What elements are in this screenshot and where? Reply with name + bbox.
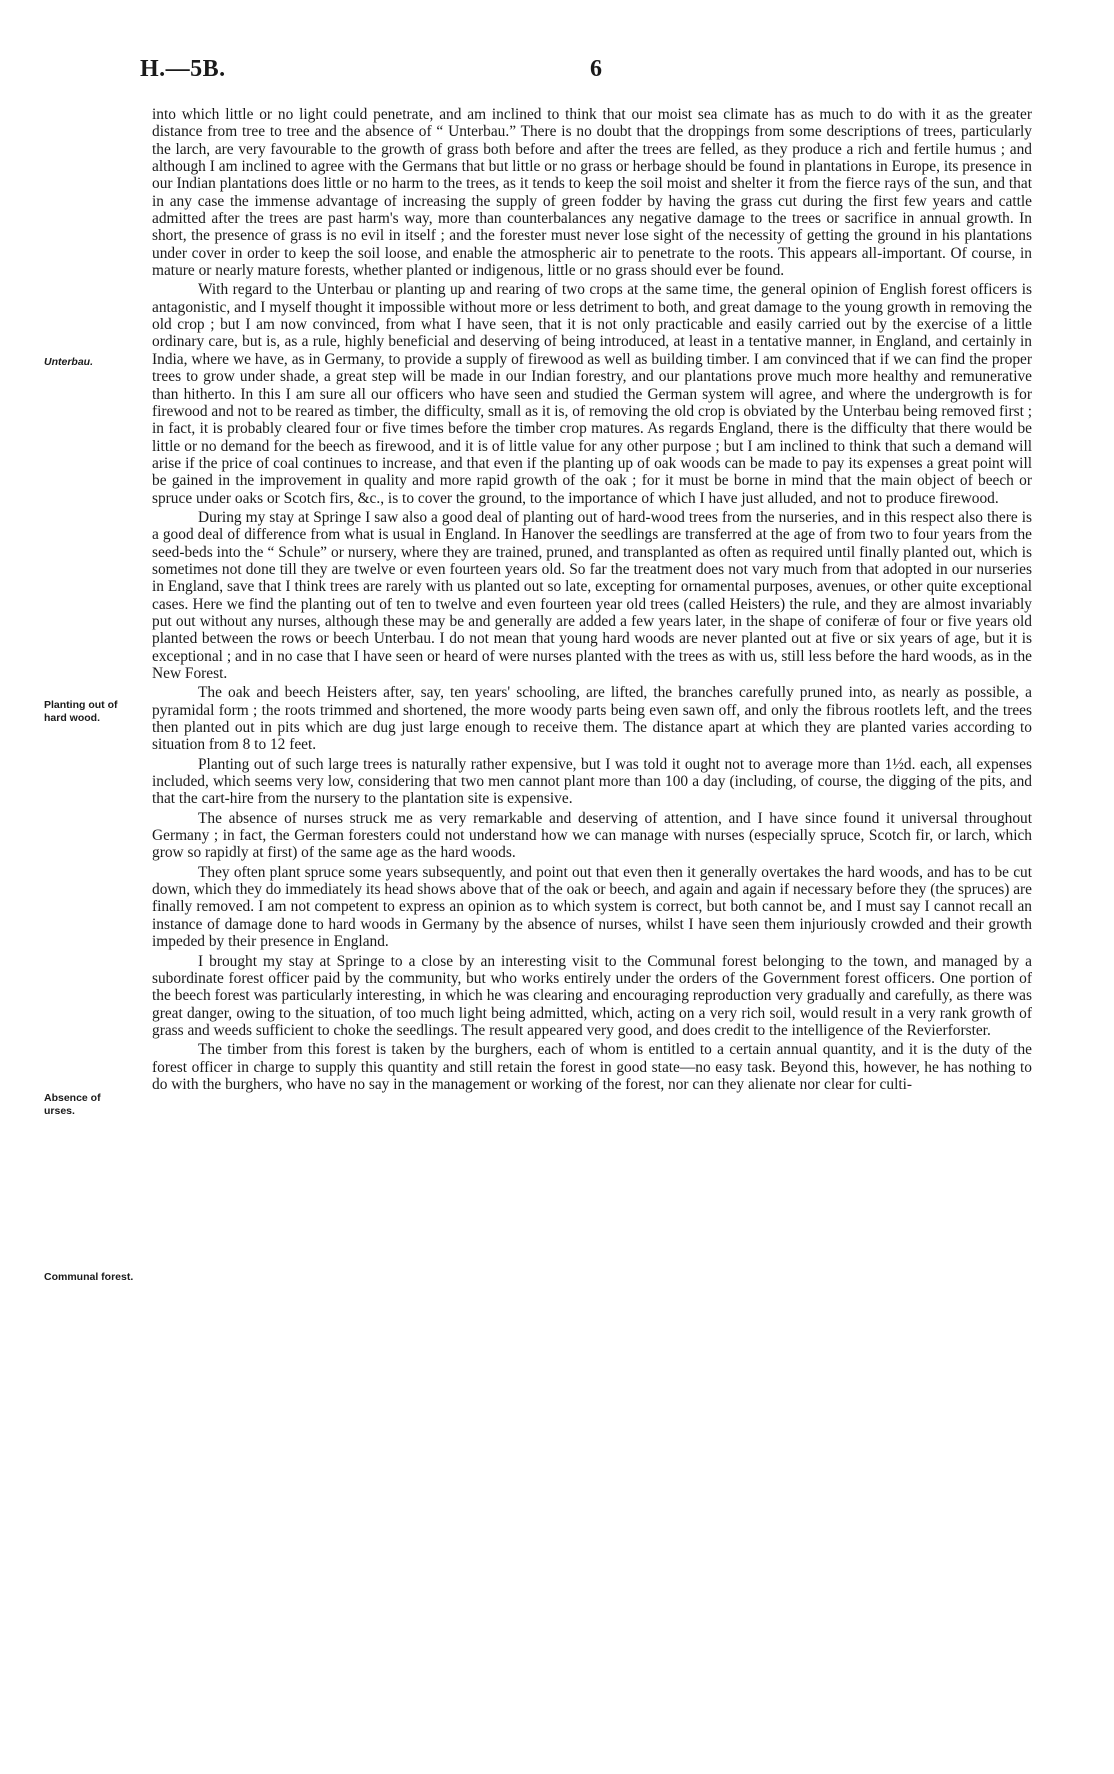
body-text	[152, 106, 1032, 1095]
margin-note-planting-out: Planting out of hard wood.	[44, 699, 118, 725]
paragraph: With regard to the Unterbau or planting up and rearing of two crops at the same time, the general opinion of English forest officers is antagonistic, and I myself thought it impossible without more or less detriment to both, and great damage to the young growth in removing the old crop ; but I am now convinced, from what I have seen, that it is not only practicable and easily carried out by the exercise of a little ordinary care, but is, as a rule, highly beneficial and deserving of being introduced, at least in a tentative manner, in England, and certainly in India, where we have, as in Germany, to provide a supply of firewood as well as building timber. I am convinced that if we can find the proper trees to grow under shade, a great step will be made in our Indian forestry, and our plantations prove much more healthy and remunerative than hitherto. In this I am sure all our officers who have seen and studied the German system will agree, and where the undergrowth is for firewood and not to be reared as timber, the difficulty, small as it is, of removing the old crop is obviated by the Unterbau being removed first ; in fact, it is probably cleared four or five times before the timber crop matures. As regards England, there is the difficulty that there would be little or no demand for the beech as firewood, and it is of little value for any other purpose ; but I am inclined to think that such a demand will arise if the price of coal continues to increase, and that even if the planting up of oak woods can be made to pay its expenses a great point will be gained in the improvement in quality and more rapid growth of the oak ; for it must be borne in mind that the main object of beech or spruce under oaks or Scotch firs, &c., is to cover the ground, to the importance of which I have just alluded, and not to produce firewood.	[152, 281, 1032, 507]
margin-note-absence-of-nurses: Absence of urses.	[44, 1092, 101, 1118]
page-number: 6	[590, 56, 602, 82]
paragraph: The absence of nurses struck me as very remarkable and deserving of attention, and I have since found it universal throughout Germany ; in fact, the German foresters could not understand how we can manage with nurses (especially spruce, Scotch fir, or larch, which grow so rapidly at first) of the same age as the hard woods.	[152, 809, 1032, 862]
paragraph: During my stay at Springe I saw also a good deal of planting out of hard-wood trees from the nurseries, and in this respect also there is a good deal of difference from what is usual in England. In Hanover the seedlings are transferred at the age of from two to four years from the seed-beds into the “ Schule” or nursery, where they are trained, pruned, and transplanted as often as required until finally planted out, which is sometimes not done till they are twelve or even fourteen years old. So far the treatment does not vary much from that adopted in our nurseries in England, save that I think trees are rarely with us planted out so late, excepting for ornamental purposes, avenues, or other quite exceptional cases. Here we find the planting out of ten to twelve and even fourteen year old trees (called Heisters) the rule, and they are almost invariably put out without any nurses, although these may be and generally are added a few years later, in the shape of coniferæ of four or five years old planted between the rows or beech Unterbau. I do not mean that young hard woods are never planted out at five or six years of age, but it is exceptional ; and in no case that I have seen or heard of were nurses planted with the trees as with us, still less before the hard woods, as in the New Forest.	[152, 508, 1032, 682]
paragraph: into which little or no light could penetrate, and am inclined to think that our moist sea climate has as much to do with it as the greater distance from tree to tree and the absence of “ Unterbau.” There is no doubt that the droppings from some descriptions of trees, particularly the larch, are very favourable to the growth of grass both before and after the trees are felled, as they produce a rich and fertile humus ; and although I am inclined to agree with the Germans that but little or no grass or herbage should be found in plantations in Europe, its presence in our Indian plantations does little or no harm to the trees, as it tends to keep the soil moist and shelter it from the fierce rays of the sun, and that in any case the immense advantage of increasing the supply of green fodder by having the grass cut during the first few years and cattle admitted after the trees are past harm's way, more than counterbalances any negative damage to the trees or sacrifice in annual growth. In short, the presence of grass is no evil in itself ; and the forester must never lose sight of the necessity of getting the ground in his plantations under cover in order to keep the soil loose, and enable the atmospheric air to penetrate to the roots. This appears all-important. Of course, in mature or nearly mature forests, whether planted or indigenous, little or no grass should ever be found.	[152, 106, 1032, 280]
document-reference: H.—5B.	[140, 56, 226, 82]
page-header	[140, 56, 1034, 92]
paragraph: I brought my stay at Springe to a close by an interesting visit to the Communal forest belonging to the town, and managed by a subordinate forest officer paid by the community, but who works entirely under the orders of the Government forest officers. One portion of the beech forest was particularly interesting, in which he was clearing and encouraging reproduction very gradually and carefully, as there was great danger, owing to the situation, of too much light being admitted, which, acting on a very rich soil, would result in a very rank growth of grass and weeds sufficient to choke the seedlings. The result appeared very good, and does credit to the intelligence of the Revierforster.	[152, 952, 1032, 1039]
paragraph: The timber from this forest is taken by the burghers, each of whom is entitled to a certain annual quantity, and it is the duty of the forest officer in charge to supply this quantity and still retain the forest in good state—no easy task. Beyond this, however, he has nothing to do with the burghers, who have no say in the management or working of the forest, nor can they alienate nor clear for culti-	[152, 1041, 1032, 1093]
paragraph: They often plant spruce some years subsequently, and point out that even then it generally overtakes the hard woods, and has to be cut down, which they do immediately its head shows above that of the oak or beech, and again and again if necessary before they (the spruces) are finally removed. I am not competent to express an opinion as to which system is correct, but both cannot be, and I must say I cannot recall an instance of damage done to hard woods in Germany by the absence of nurses, whilst I have seen them injuriously crowded and their growth impeded by their presence in England.	[152, 863, 1032, 951]
paragraph: Planting out of such large trees is naturally rather expensive, but I was told it ought not to average more than 1½d. each, all expenses included, which seems very low, considering that two men cannot plant more than 100 a day (including, of course, the digging of the pits, and that the cart-hire from the nursery to the plantation site is expensive.	[152, 755, 1032, 808]
margin-note-unterbau: Unterbau.	[44, 356, 94, 368]
margin-note-communal-forest: Communal forest.	[44, 1271, 134, 1283]
paragraph: The oak and beech Heisters after, say, ten years' schooling, are lifted, the branches carefully pruned into, as nearly as possible, a pyramidal form ; the roots trimmed and shortened, the more woody parts being even sawn off, and only the fibrous rootlets left, and the trees then planted out in pits which are dug just large enough to receive them. The distance apart at which they are planted varies according to situation from 8 to 12 feet.	[152, 684, 1032, 754]
